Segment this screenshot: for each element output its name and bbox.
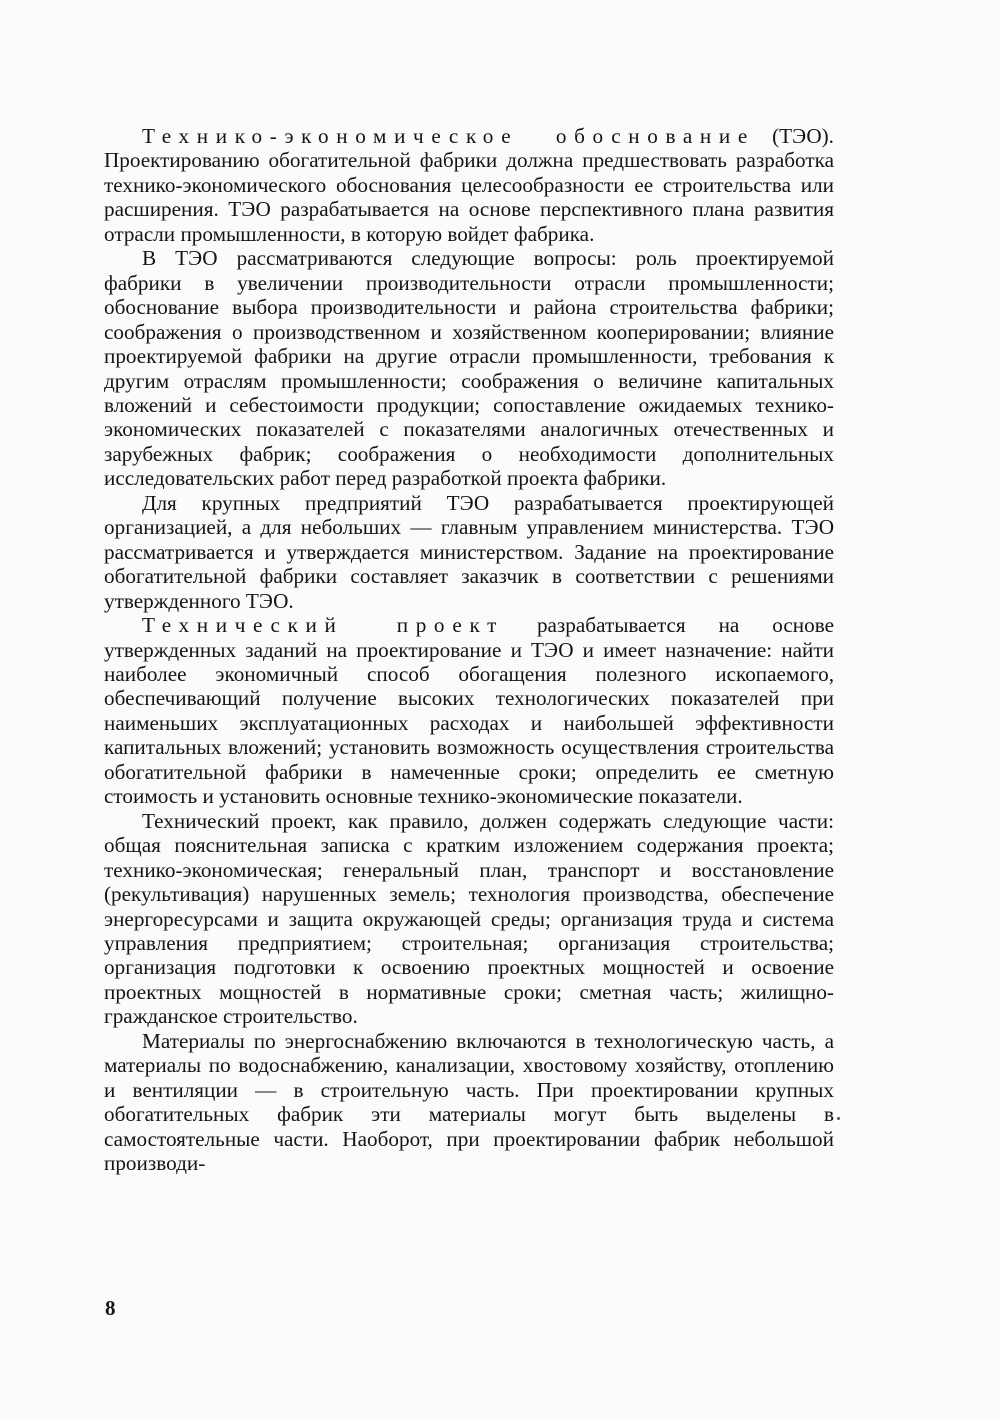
paragraph-text: Материалы по энергоснабжению включаются в технологическую часть, а материалы по водоснабжению, канализации, хвостовому хозяйству, отоплению и вентиляции — в строительную часть. При проектировании крупных обогатительных фабрик эти материалы могут быть выделены в самостоятельные части. Наоборот, при проектировании фабрик небольшой производи- — [104, 1028, 834, 1176]
paragraph-text: Технический проект, как правило, должен содержать следующие части: общая пояснительная записка с кратким изложением содержания проекта; технико-экономическая; генеральный план, транспорт и восстановление (рекультивация) нарушенных земель; технология производства, обеспечение энергоресурсами и защита окружающей среды; организация труда и система управления предприятием; строительная; организация строительства; организация подготовки к освоению проектных мощностей и освоение проектных мощностей в нормативные сроки; сметная часть; жилищно-гражданское строительство. — [104, 808, 834, 1029]
paragraph-text: В ТЭО рассматриваются следующие вопросы: роль проектируемой фабрики в увеличении производительности отрасли промышленности; обоснование выбора производительности и района строительства фабрики; соображения о производственном и хозяйственном кооперировании; влияние проектируемой фабрики на другие отрасли промышленности, требования к другим отраслям промышленности; соображения о величине капитальных вложений и себестоимости продукции; сопоставление ожидаемых технико-экономических показателей с показателями аналогичных отечественных и зарубежных фабрик; соображения о необходимости дополнительных исследовательских работ перед разработкой проекта фабрики. — [104, 246, 834, 491]
paragraph-text: Для крупных предприятий ТЭО разрабатывается проектирующей организацией, а для небольших — главным управлением министерства. ТЭО рассматривается и утверждается министерством. Задание на проектирование обогатительной фабрики составляет заказчик в соответствии с решениями утвержденного ТЭО. — [104, 490, 834, 613]
scan-speck — [837, 1117, 840, 1120]
page-body — [104, 124, 834, 1175]
term-teo: Технико-экономическое обоснование — [142, 124, 755, 148]
paragraph-teo-questions — [104, 246, 834, 491]
paragraph-text: разрабатывается на основе утвержденных заданий на проектирование и ТЭО и имеет назначение: найти наиболее экономичный способ обогащения полезного ископаемого, обеспечивающий получение высоких технологических показателей при наименьших эксплуатационных расходах и наибольшей эффективности капитальных вложений; установить возможность осуществления строительства обогатительной фабрики в намеченные сроки; определить ее сметную стоимость и установить основные технико-экономические показатели. — [104, 613, 834, 809]
paragraph-text: (ТЭО). Проектированию обогатительной фабрики должна предшествовать разработка технико-экономического обоснования целесообразности ее строительства или расширения. ТЭО разрабатывается на основе перспективного плана развития отрасли промышленности, в которую войдет фабрика. — [104, 124, 834, 246]
paragraph-teo-definition — [104, 124, 834, 246]
paragraph-teo-approval — [104, 491, 834, 613]
paragraph-project-parts — [104, 809, 834, 1029]
paragraph-technical-project — [104, 613, 834, 809]
term-technical-project: Технический проект — [142, 613, 504, 638]
page-number: 8 — [105, 1296, 116, 1320]
paragraph-materials — [104, 1029, 834, 1176]
